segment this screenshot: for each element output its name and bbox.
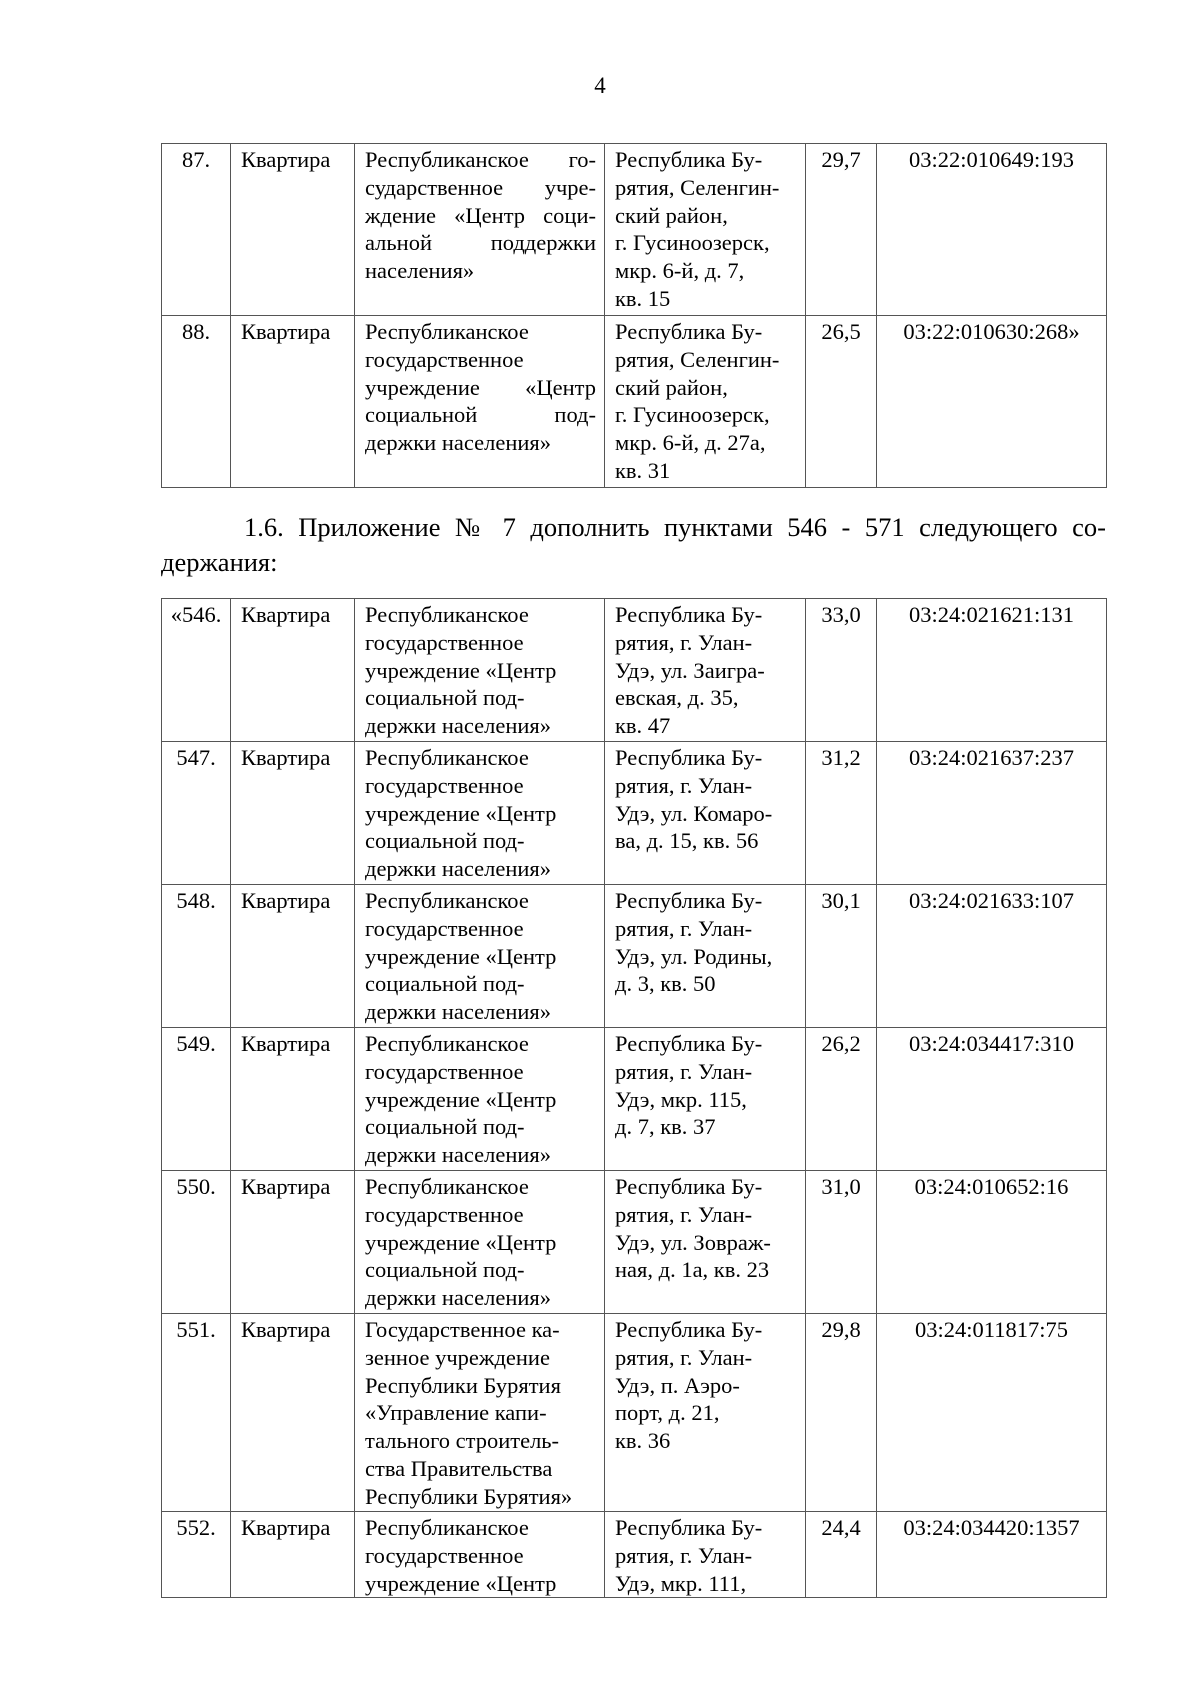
owner-cell xyxy=(355,599,605,742)
owner-line: социальной под- xyxy=(365,685,525,711)
owner-line: государственное xyxy=(365,915,524,941)
owner-line: Республиканское xyxy=(365,602,529,627)
address-line: Республика Бу- xyxy=(615,1174,763,1199)
owner-line: учреждение «Центр xyxy=(365,1570,557,1596)
owner-line: социальной под- xyxy=(365,1114,525,1140)
table-row xyxy=(162,316,1107,488)
address-cell xyxy=(605,316,806,488)
owner-line: Республиканское xyxy=(365,745,529,770)
owner-line: государственное xyxy=(365,346,524,372)
area-value: 31,2 xyxy=(806,742,877,885)
owner-line: Республиканское xyxy=(365,1031,529,1056)
owner-line: держки населения» xyxy=(365,430,551,456)
owner-line: учреждение «Центр xyxy=(365,657,557,683)
cadastral-number: 03:24:034417:310 xyxy=(877,1028,1107,1171)
address-line: Республика Бу- xyxy=(615,745,763,770)
area-value: 24,4 xyxy=(806,1512,877,1598)
owner-line: держки населения» xyxy=(365,1285,551,1311)
address-line: д. 7, кв. 37 xyxy=(615,1114,716,1140)
cadastral-number: 03:24:011817:75 xyxy=(877,1314,1107,1512)
address-line: Удэ, ул. Зовраж- xyxy=(615,1229,771,1255)
property-type: Квартира xyxy=(231,1028,355,1171)
table-row xyxy=(162,1314,1107,1512)
amendment-paragraph-line-2: держания: xyxy=(161,547,278,577)
owner-line: населения» xyxy=(365,258,475,284)
address-line: ский район, xyxy=(615,374,728,400)
address-line: рятия, г. Улан- xyxy=(615,629,753,655)
owner-line: учреждение «Центр xyxy=(365,800,557,826)
amendment-paragraph xyxy=(161,510,1106,580)
address-cell xyxy=(605,1028,806,1171)
row-number: 550. xyxy=(162,1171,231,1314)
owner-line: держки населения» xyxy=(365,856,551,882)
cadastral-number: 03:22:010630:268» xyxy=(877,316,1107,488)
row-number: 88. xyxy=(162,316,231,488)
owner-line: социальной под- xyxy=(365,971,525,997)
owner-line: государственное xyxy=(365,1542,524,1568)
address-line: г. Гусиноозерск, xyxy=(615,230,770,256)
area-value: 30,1 xyxy=(806,885,877,1028)
address-line: Республика Бу- xyxy=(615,888,763,913)
row-number: 549. xyxy=(162,1028,231,1171)
table-row xyxy=(162,144,1107,316)
address-line: рятия, г. Улан- xyxy=(615,1542,753,1568)
property-table-continued xyxy=(161,143,1107,488)
area-value: 29,8 xyxy=(806,1314,877,1512)
property-type: Квартира xyxy=(231,599,355,742)
table-row xyxy=(162,885,1107,1028)
address-cell xyxy=(605,742,806,885)
address-line: Республика Бу- xyxy=(615,602,763,627)
cadastral-number: 03:24:034420:1357 xyxy=(877,1512,1107,1598)
address-cell xyxy=(605,599,806,742)
property-table-appendix-7 xyxy=(161,598,1107,1598)
property-type: Квартира xyxy=(231,144,355,316)
address-line: кв. 31 xyxy=(615,457,671,483)
page-number: 4 xyxy=(594,73,606,98)
owner-cell xyxy=(355,1512,605,1598)
owner-line: социальной под- xyxy=(365,402,596,428)
address-line: рятия, г. Улан- xyxy=(615,1344,753,1370)
address-line: ная, д. 1а, кв. 23 xyxy=(615,1257,770,1283)
address-cell xyxy=(605,1171,806,1314)
address-line: ский район, xyxy=(615,202,728,228)
address-line: евская, д. 35, xyxy=(615,685,739,711)
address-line: кв. 36 xyxy=(615,1428,671,1454)
address-line: Республика Бу- xyxy=(615,1515,763,1540)
table-row xyxy=(162,599,1107,742)
address-line: мкр. 6-й, д. 27а, xyxy=(615,430,766,456)
owner-line: социальной под- xyxy=(365,1257,525,1283)
cadastral-number: 03:24:021633:107 xyxy=(877,885,1107,1028)
address-line: Удэ, ул. Заигра- xyxy=(615,657,765,683)
owner-line: государственное xyxy=(365,629,524,655)
address-line: Удэ, мкр. 111, xyxy=(615,1570,747,1596)
owner-line: держки населения» xyxy=(365,1142,551,1168)
property-type: Квартира xyxy=(231,885,355,1028)
row-number: 547. xyxy=(162,742,231,885)
owner-line: учреждение «Центр xyxy=(365,1086,557,1112)
address-line: ва, д. 15, кв. 56 xyxy=(615,828,759,854)
property-type: Квартира xyxy=(231,1171,355,1314)
amendment-paragraph-line-1: 1.6. Приложение № 7 дополнить пунктами 546 - 571 следующего со- xyxy=(244,512,1106,542)
property-type: Квартира xyxy=(231,316,355,488)
area-value: 26,2 xyxy=(806,1028,877,1171)
address-line: порт, д. 21, xyxy=(615,1400,720,1426)
address-line: кв. 15 xyxy=(615,285,671,311)
address-line: мкр. 6-й, д. 7, xyxy=(615,258,745,284)
area-value: 26,5 xyxy=(806,316,877,488)
address-line: Республика Бу- xyxy=(615,1317,763,1342)
address-line: Удэ, п. Аэро- xyxy=(615,1372,740,1398)
owner-line: Государственное ка- xyxy=(365,1317,560,1342)
owner-line: Республиканское xyxy=(365,888,529,913)
owner-line: государственное xyxy=(365,1058,524,1084)
property-type: Квартира xyxy=(231,1314,355,1512)
address-line: д. 3, кв. 50 xyxy=(615,971,716,997)
area-value: 29,7 xyxy=(806,144,877,316)
cadastral-number: 03:22:010649:193 xyxy=(877,144,1107,316)
address-line: рятия, г. Улан- xyxy=(615,915,753,941)
property-type: Квартира xyxy=(231,742,355,885)
address-line: рятия, г. Улан- xyxy=(615,1201,753,1227)
address-line: рятия, г. Улан- xyxy=(615,772,753,798)
owner-line: сударственное учре- xyxy=(365,174,596,200)
table-row xyxy=(162,742,1107,885)
address-cell xyxy=(605,144,806,316)
row-number: 548. xyxy=(162,885,231,1028)
owner-cell xyxy=(355,1314,605,1512)
owner-cell xyxy=(355,742,605,885)
owner-line: держки населения» xyxy=(365,999,551,1025)
owner-line: Республики Бурятия xyxy=(365,1372,561,1398)
address-cell xyxy=(605,1512,806,1598)
area-value: 31,0 xyxy=(806,1171,877,1314)
address-cell xyxy=(605,885,806,1028)
owner-line: учреждение «Центр xyxy=(365,1229,557,1255)
owner-line: Республиканское xyxy=(365,319,529,344)
address-line: рятия, г. Улан- xyxy=(615,1058,753,1084)
address-line: рятия, Селенгин- xyxy=(615,174,780,200)
owner-line: Республиканское xyxy=(365,1515,529,1540)
address-line: Удэ, ул. Комаро- xyxy=(615,800,773,826)
owner-line: учреждение «Центр xyxy=(365,943,557,969)
address-line: Республика Бу- xyxy=(615,1031,763,1056)
owner-line: тального строитель- xyxy=(365,1428,560,1454)
address-cell xyxy=(605,1314,806,1512)
table-row xyxy=(162,1028,1107,1171)
address-line: рятия, Селенгин- xyxy=(615,346,780,372)
row-number: 551. xyxy=(162,1314,231,1512)
owner-cell xyxy=(355,316,605,488)
address-line: кв. 47 xyxy=(615,713,671,739)
owner-line: Республики Бурятия» xyxy=(365,1483,573,1509)
address-line: Удэ, ул. Родины, xyxy=(615,943,773,969)
row-number: 552. xyxy=(162,1512,231,1598)
owner-cell xyxy=(355,1028,605,1171)
owner-cell xyxy=(355,1171,605,1314)
owner-line: зенное учреждение xyxy=(365,1344,550,1370)
address-line: г. Гусиноозерск, xyxy=(615,402,770,428)
cadastral-number: 03:24:021621:131 xyxy=(877,599,1107,742)
area-value: 33,0 xyxy=(806,599,877,742)
owner-cell xyxy=(355,885,605,1028)
owner-line: социальной под- xyxy=(365,828,525,854)
cadastral-number: 03:24:021637:237 xyxy=(877,742,1107,885)
owner-line: Республиканское го- xyxy=(365,147,596,172)
row-number: 87. xyxy=(162,144,231,316)
owner-line: государственное xyxy=(365,772,524,798)
address-line: Республика Бу- xyxy=(615,319,763,344)
owner-line: ждение «Центр соци- xyxy=(365,202,596,228)
owner-line: ства Правительства xyxy=(365,1455,553,1481)
owner-line: держки населения» xyxy=(365,713,551,739)
property-type: Квартира xyxy=(231,1512,355,1598)
row-number: «546. xyxy=(162,599,231,742)
address-line: Республика Бу- xyxy=(615,147,763,172)
owner-line: альной поддержки xyxy=(365,230,596,256)
table-row xyxy=(162,1171,1107,1314)
owner-cell xyxy=(355,144,605,316)
owner-line: «Управление капи- xyxy=(365,1400,547,1426)
owner-line: учреждение «Центр xyxy=(365,374,596,400)
owner-line: государственное xyxy=(365,1201,524,1227)
table-row xyxy=(162,1512,1107,1598)
address-line: Удэ, мкр. 115, xyxy=(615,1086,747,1112)
owner-line: Республиканское xyxy=(365,1174,529,1199)
cadastral-number: 03:24:010652:16 xyxy=(877,1171,1107,1314)
